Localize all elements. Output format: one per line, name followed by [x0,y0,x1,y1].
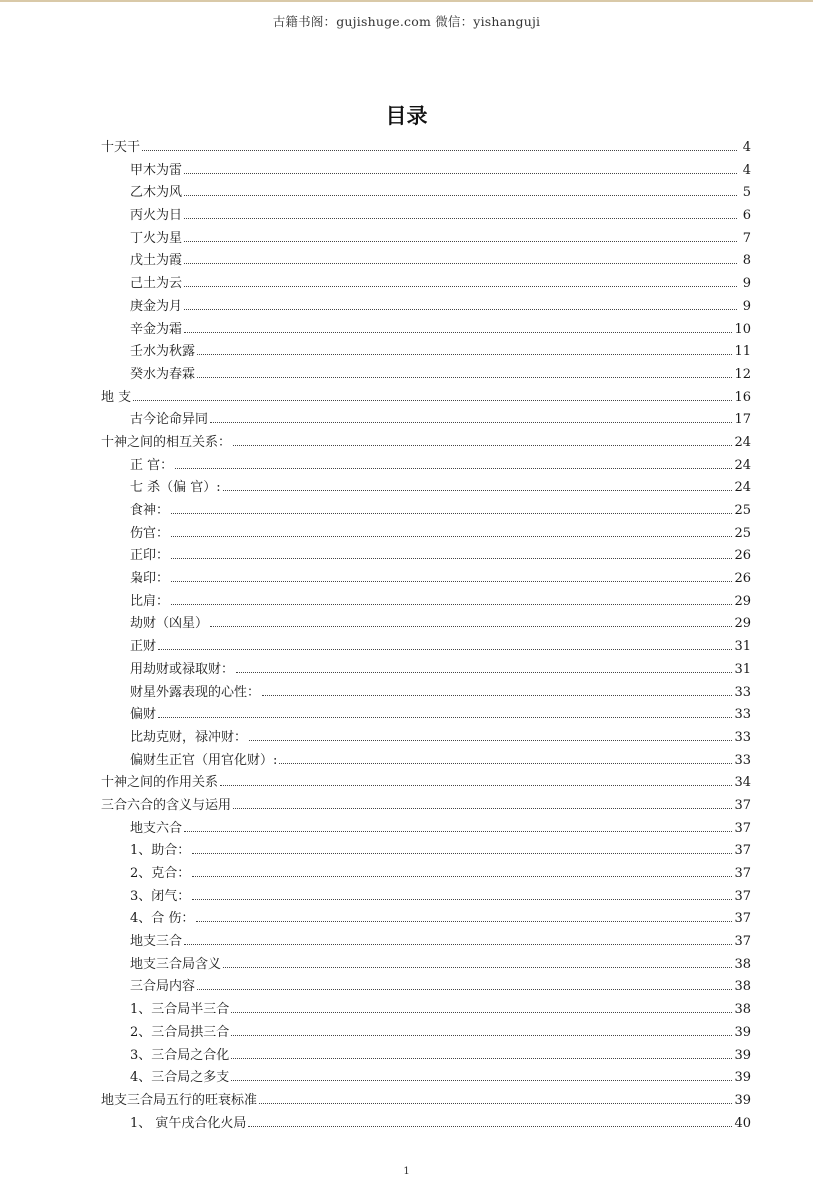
toc-entry-page: 29 [734,593,751,609]
toc-dot-leader [158,649,732,650]
toc-entry-label: 比肩： [130,593,170,609]
toc-entry-page: 29 [734,616,751,632]
toc-entry-label: 枭印： [130,571,170,587]
toc-dot-leader [231,1058,732,1059]
toc-entry-label: 1、助合： [130,843,191,859]
toc-entry-page: 17 [734,412,751,428]
toc-entry-label: 地 支 [101,389,132,405]
toc-entry-label: 1、三合局半三合 [130,1002,230,1018]
toc-dot-leader [184,241,737,242]
toc-entry-label: 地支三合局含义 [130,956,222,972]
toc-dot-leader [184,218,737,219]
toc-entry[interactable] [101,976,751,999]
toc-entry-label: 正 官： [130,457,174,473]
toc-entry[interactable] [101,387,751,410]
toc-dot-leader [197,989,732,990]
toc-entry-page: 8 [742,253,751,269]
table-of-contents [101,137,751,1135]
toc-entry-page: 37 [734,888,751,904]
toc-entry-label: 三合六合的含义与运用 [101,797,232,813]
toc-dot-leader [171,558,732,559]
toc-entry-page: 7 [742,230,751,246]
toc-entry-label: 十天干 [101,140,141,155]
toc-dot-leader [171,513,732,514]
toc-entry-page: 40 [734,1115,751,1131]
toc-dot-leader [171,581,732,582]
toc-entry[interactable] [101,704,751,727]
toc-entry-page: 37 [734,866,751,881]
toc-entry-page: 33 [734,752,751,768]
toc-dot-leader [184,286,737,287]
toc-dot-leader [210,626,732,627]
toc-entry-label: 2、克合： [130,866,191,881]
toc-entry-label: 十神之间的作用关系 [101,775,219,791]
toc-entry[interactable] [101,999,751,1022]
toc-entry-page: 38 [734,956,751,972]
toc-entry-page: 39 [734,1047,751,1063]
toc-entry-page: 37 [734,797,751,813]
toc-entry[interactable] [101,908,751,931]
toc-entry-label: 古今论命异同 [130,412,209,428]
toc-dot-leader [142,150,737,151]
toc-entry[interactable] [101,1090,751,1113]
toc-entry-label: 己土为云 [130,276,183,292]
toc-dot-leader [231,1080,732,1081]
toc-entry[interactable] [101,160,751,183]
toc-entry-page: 24 [734,457,751,473]
toc-entry-label: 三合局内容 [130,979,196,995]
toc-entry-page: 26 [734,548,751,564]
toc-entry-label: 用劫财或禄取财： [130,661,235,677]
toc-entry[interactable] [101,409,751,432]
toc-dot-leader [192,876,732,877]
page-title: 目录 [385,103,428,128]
toc-entry[interactable] [101,1045,751,1068]
toc-entry-label: 正财 [130,639,157,655]
toc-entry-page: 37 [734,843,751,859]
toc-dot-leader [158,717,732,718]
toc-entry-label: 乙木为风 [130,185,183,201]
toc-dot-leader [236,672,732,673]
toc-entry-page: 24 [734,480,751,496]
toc-dot-leader [279,763,732,764]
toc-dot-leader [262,695,732,696]
toc-entry-label: 食神： [130,503,170,518]
toc-dot-leader [196,921,732,922]
toc-entry-page: 10 [734,321,751,337]
toc-entry-page: 24 [734,434,751,450]
toc-entry-page: 37 [734,820,751,836]
toc-dot-leader [184,944,732,945]
toc-entry[interactable] [101,500,751,523]
toc-entry-page: 37 [734,934,751,950]
toc-entry-page: 9 [742,298,751,314]
toc-entry-page: 25 [734,503,751,518]
toc-entry[interactable] [101,477,751,500]
toc-entry[interactable] [101,137,751,160]
toc-entry-label: 财星外露表现的心性： [130,684,261,700]
toc-entry[interactable] [101,296,751,319]
toc-entry-label: 戊土为霞 [130,253,183,269]
toc-entry[interactable] [101,205,751,228]
toc-entry-label: 正印： [130,548,170,564]
toc-entry-page: 37 [734,911,751,927]
toc-entry[interactable] [101,1022,751,1045]
toc-dot-leader [175,468,732,469]
toc-dot-leader [133,400,732,401]
toc-entry[interactable] [101,727,751,750]
toc-entry-page: 33 [734,707,751,723]
toc-entry-page: 39 [734,1070,751,1086]
toc-entry-label: 1、 寅午戌合化火局 [130,1115,247,1131]
toc-dot-leader [184,332,732,333]
toc-entry-page: 9 [742,276,751,292]
toc-entry-label: 地支六合 [130,820,183,836]
toc-dot-leader [231,1012,732,1013]
toc-entry[interactable] [101,319,751,342]
toc-entry-label: 壬水为秋露 [130,344,196,360]
toc-entry-page: 25 [734,525,751,541]
toc-entry-page: 5 [742,185,751,201]
toc-entry[interactable] [101,341,751,364]
toc-entry-label: 丁火为星 [130,230,183,246]
toc-entry-label: 地支三合 [130,934,183,950]
toc-dot-leader [210,422,732,423]
toc-entry-page: 6 [742,208,751,224]
toc-entry[interactable] [101,523,751,546]
toc-entry-label: 十神之间的相互关系： [101,434,232,450]
toc-dot-leader [171,604,732,605]
toc-entry[interactable] [101,273,751,296]
toc-entry-label: 辛金为霜 [130,321,183,337]
toc-dot-leader [248,1126,732,1127]
toc-entry[interactable] [101,954,751,977]
toc-dot-leader [223,490,733,491]
toc-dot-leader [171,536,732,537]
toc-entry[interactable] [101,886,751,909]
toc-dot-leader [231,1035,732,1036]
toc-entry[interactable] [101,931,751,954]
toc-entry[interactable] [101,772,751,795]
toc-entry[interactable] [101,591,751,614]
toc-entry-page: 33 [734,684,751,700]
toc-entry-page: 33 [734,729,751,745]
toc-entry-label: 甲木为雷 [130,162,183,178]
toc-dot-leader [197,354,732,355]
toc-entry-page: 31 [734,639,751,655]
toc-entry-label: 七 杀（偏 官）: [130,480,221,496]
toc-dot-leader [233,808,732,809]
toc-entry[interactable] [101,1113,751,1136]
toc-entry[interactable] [101,432,751,455]
toc-entry[interactable] [101,682,751,705]
toc-entry-label: 地支三合局五行的旺衰标准 [101,1092,258,1108]
toc-dot-leader [184,309,737,310]
toc-entry-page: 38 [734,1002,751,1018]
toc-dot-leader [184,263,737,264]
toc-entry[interactable] [101,1067,751,1090]
toc-entry-page: 34 [734,775,751,791]
toc-entry[interactable] [101,250,751,273]
toc-entry-label: 4、合 伤： [130,911,195,927]
toc-entry-label: 伤官： [130,525,170,541]
toc-entry-label: 庚金为月 [130,298,183,314]
toc-entry-page: 16 [734,389,751,405]
toc-entry-page: 38 [734,979,751,995]
toc-entry-page: 4 [742,162,751,178]
toc-entry-page: 39 [734,1024,751,1040]
top-border-rule [0,0,813,2]
toc-dot-leader [220,785,732,786]
toc-entry-label: 3、三合局之合化 [130,1047,230,1063]
toc-entry[interactable] [101,228,751,251]
toc-entry-label: 2、三合局拱三合 [130,1024,230,1040]
toc-entry-label: 3、闭气： [130,888,191,904]
toc-entry-label: 偏财 [130,707,157,723]
toc-dot-leader [223,967,732,968]
toc-entry-page: 26 [734,571,751,587]
toc-entry-label: 4、三合局之多支 [130,1070,230,1086]
toc-entry-label: 癸水为春霖 [130,366,196,382]
toc-dot-leader [192,899,732,900]
toc-entry-label: 丙火为日 [130,208,183,224]
toc-entry[interactable] [101,750,751,773]
toc-entry[interactable] [101,182,751,205]
toc-entry[interactable] [101,818,751,841]
header-watermark-note: 古籍书阁：gujishuge.com 微信：yishanguji [272,14,541,29]
toc-entry[interactable] [101,455,751,478]
toc-entry-page: 12 [734,366,751,382]
toc-entry[interactable] [101,795,751,818]
toc-entry-page: 11 [734,344,751,360]
toc-entry-label: 比劫克财，禄冲财： [130,729,248,745]
toc-entry[interactable] [101,364,751,387]
toc-entry[interactable] [101,568,751,591]
toc-entry-page: 4 [742,140,751,155]
toc-dot-leader [259,1103,732,1104]
toc-entry[interactable] [101,659,751,682]
toc-entry[interactable] [101,863,751,886]
toc-dot-leader [197,377,732,378]
toc-entry[interactable] [101,840,751,863]
toc-entry[interactable] [101,545,751,568]
page-number: 1 [403,1166,410,1177]
toc-dot-leader [184,173,737,174]
toc-dot-leader [192,853,732,854]
toc-entry-label: 偏财生正官（用官化财）: [130,752,278,768]
toc-entry-page: 39 [734,1092,751,1108]
toc-entry-label: 劫财（凶星） [130,616,209,632]
toc-entry[interactable] [101,636,751,659]
toc-dot-leader [249,740,732,741]
toc-entry[interactable] [101,613,751,636]
toc-dot-leader [233,445,732,446]
toc-entry-page: 31 [734,661,751,677]
toc-dot-leader [184,831,732,832]
toc-dot-leader [184,195,737,196]
